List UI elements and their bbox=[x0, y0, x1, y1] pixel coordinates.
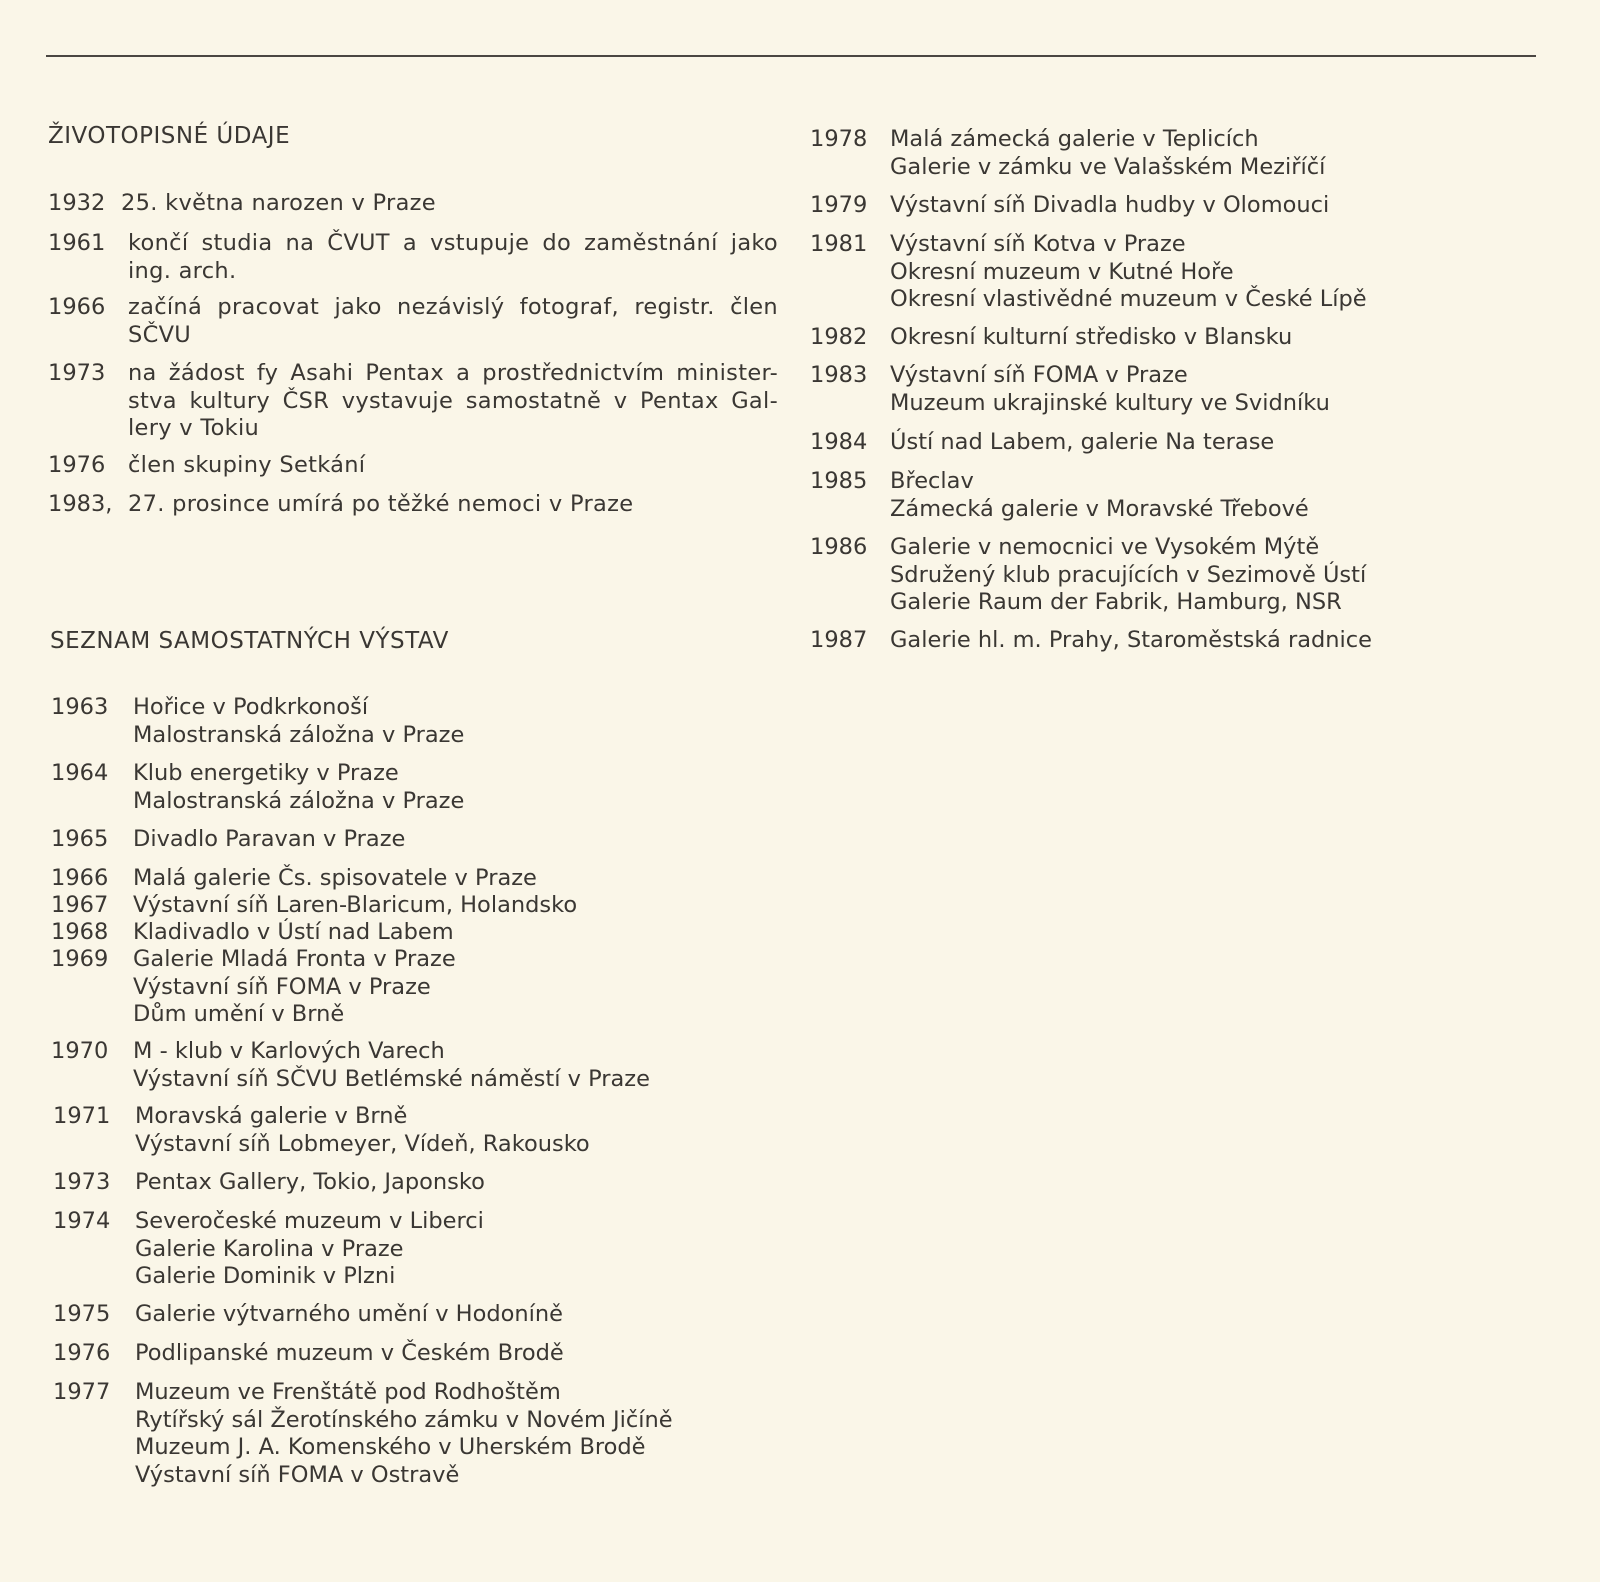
exhibition-year: 1978 bbox=[810, 126, 868, 152]
biography-title: ŽIVOTOPISNÉ ÚDAJE bbox=[48, 123, 291, 149]
exhibition-venue: Kladivadlo v Ústí nad Labem bbox=[133, 919, 454, 945]
bio-line: končí studia na ČVUT a vstupuje do zaměstnání jako bbox=[128, 230, 778, 256]
exhibition-venue: Břeclav bbox=[890, 468, 974, 494]
exhibition-venue: Ústí nad Labem, galerie Na terase bbox=[890, 429, 1275, 455]
exhibition-year: 1983 bbox=[810, 362, 868, 388]
exhibition-venue: Výstavní síň Laren-Blaricum, Holandsko bbox=[133, 892, 578, 918]
exhibition-venue: Okresní kulturní středisko v Blansku bbox=[890, 324, 1293, 350]
exhibition-year: 1986 bbox=[810, 534, 868, 560]
exhibition-year: 1963 bbox=[51, 694, 109, 720]
exhibition-venue: Zámecká galerie v Moravské Třebové bbox=[890, 495, 1309, 522]
exhibition-venue: Moravská galerie v Brně bbox=[135, 1103, 408, 1129]
exhibition-venue: Galerie Raum der Fabrik, Hamburg, NSR bbox=[890, 589, 1342, 615]
bio-line: 27. prosince umírá po těžké nemoci v Praze bbox=[128, 491, 634, 517]
bio-line: ing. arch. bbox=[128, 257, 237, 284]
exhibition-venue: Rytířský sál Žerotínského zámku v Novém Jičíně bbox=[135, 1406, 673, 1433]
exhibition-venue: Výstavní síň Kotva v Praze bbox=[890, 231, 1186, 257]
exhibition-year: 1968 bbox=[51, 919, 109, 945]
exhibition-year: 1974 bbox=[53, 1208, 111, 1234]
exhibition-year: 1981 bbox=[810, 231, 868, 257]
exhibition-venue: Klub energetiky v Praze bbox=[133, 760, 399, 786]
exhibition-venue: Muzeum ve Frenštátě pod Rodhoštěm bbox=[135, 1379, 561, 1405]
exhibition-year: 1966 bbox=[51, 865, 109, 891]
bio-line: člen skupiny Setkání bbox=[128, 452, 366, 478]
exhibition-venue: Galerie Karolina v Praze bbox=[135, 1235, 404, 1262]
exhibition-venue: Galerie Mladá Fronta v Praze bbox=[133, 946, 456, 972]
exhibition-year: 1982 bbox=[810, 324, 868, 350]
bio-year: 1932 bbox=[48, 190, 106, 216]
exhibition-venue: Malostranská záložna v Praze bbox=[133, 721, 465, 748]
exhibition-venue: Podlipanské muzeum v Českém Brodě bbox=[135, 1340, 564, 1366]
bio-year: 1966 bbox=[48, 294, 106, 320]
exhibition-year: 1976 bbox=[53, 1340, 111, 1366]
bio-year: 1976 bbox=[48, 452, 106, 478]
exhibition-venue: Malostranská záložna v Praze bbox=[133, 787, 465, 814]
bio-year: 1961 bbox=[48, 230, 106, 256]
bio-line: 25. května narozen v Praze bbox=[121, 190, 436, 216]
exhibition-year: 1964 bbox=[51, 760, 109, 786]
exhibition-venue: Sdružený klub pracujících v Sezimově Ústí bbox=[890, 561, 1367, 588]
exhibition-year: 1979 bbox=[810, 192, 868, 218]
exhibition-year: 1985 bbox=[810, 468, 868, 494]
exhibition-venue: Výstavní síň FOMA v Ostravě bbox=[135, 1461, 460, 1488]
exhibition-venue: M - klub v Karlových Varech bbox=[133, 1038, 445, 1064]
exhibition-year: 1973 bbox=[53, 1169, 111, 1195]
bio-line: SČVU bbox=[128, 321, 192, 348]
exhibition-venue: Muzeum J. A. Komenského v Uherském Brodě bbox=[135, 1434, 646, 1460]
bio-year: 1973 bbox=[48, 360, 106, 386]
exhibition-year: 1965 bbox=[51, 826, 109, 852]
exhibition-year: 1975 bbox=[53, 1301, 111, 1327]
exhibition-year: 1977 bbox=[53, 1379, 111, 1405]
bio-year: 1983, bbox=[48, 491, 113, 517]
bio-line: začíná pracovat jako nezávislý fotograf, registr. člen bbox=[128, 294, 778, 320]
exhibition-venue: Okresní muzeum v Kutné Hoře bbox=[890, 258, 1234, 285]
exhibition-year: 1969 bbox=[51, 946, 109, 972]
bio-line: na žádost fy Asahi Pentax a prostřednictvím minister- bbox=[128, 360, 778, 386]
exhibition-venue: Výstavní síň FOMA v Praze bbox=[133, 973, 431, 1000]
exhibition-venue: Malá zámecká galerie v Teplicích bbox=[890, 126, 1259, 152]
exhibition-venue: Výstavní síň SČVU Betlémské náměstí v Praze bbox=[133, 1065, 650, 1092]
exhibitions-title: SEZNAM SAMOSTATNÝCH VÝSTAV bbox=[50, 628, 449, 654]
exhibition-venue: Hořice v Podkrkonoší bbox=[133, 694, 369, 720]
exhibition-venue: Severočeské muzeum v Liberci bbox=[135, 1208, 484, 1234]
exhibition-year: 1971 bbox=[53, 1103, 111, 1129]
exhibition-venue: Malá galerie Čs. spisovatele v Praze bbox=[133, 865, 537, 891]
top-rule bbox=[46, 55, 1536, 57]
exhibition-venue: Výstavní síň FOMA v Praze bbox=[890, 362, 1188, 388]
exhibition-year: 1970 bbox=[51, 1038, 109, 1064]
exhibition-venue: Muzeum ukrajinské kultury ve Svidníku bbox=[890, 389, 1330, 416]
bio-line: stva kultury ČSR vystavuje samostatně v Pentax Gal- bbox=[128, 387, 778, 414]
exhibition-venue: Výstavní síň Divadla hudby v Olomouci bbox=[890, 192, 1330, 218]
exhibition-venue: Galerie v zámku ve Valašském Meziříčí bbox=[890, 153, 1326, 180]
exhibition-venue: Okresní vlastivědné muzeum v České Lípě bbox=[890, 286, 1367, 312]
exhibition-venue: Galerie Dominik v Plzni bbox=[135, 1263, 396, 1289]
exhibition-year: 1984 bbox=[810, 429, 868, 455]
exhibition-year: 1967 bbox=[51, 892, 109, 918]
exhibition-venue: Výstavní síň Lobmeyer, Vídeň, Rakousko bbox=[135, 1130, 590, 1157]
exhibition-venue: Divadlo Paravan v Praze bbox=[133, 826, 406, 852]
bio-line: lery v Tokiu bbox=[128, 415, 260, 441]
exhibition-year: 1987 bbox=[810, 627, 868, 653]
exhibition-venue: Galerie v nemocnici ve Vysokém Mýtě bbox=[890, 534, 1320, 560]
exhibition-venue: Pentax Gallery, Tokio, Japonsko bbox=[135, 1169, 485, 1195]
exhibition-venue: Galerie hl. m. Prahy, Staroměstská radnice bbox=[890, 627, 1373, 653]
exhibition-venue: Galerie výtvarného umění v Hodoníně bbox=[135, 1301, 564, 1327]
exhibition-venue: Dům umění v Brně bbox=[133, 1001, 345, 1027]
